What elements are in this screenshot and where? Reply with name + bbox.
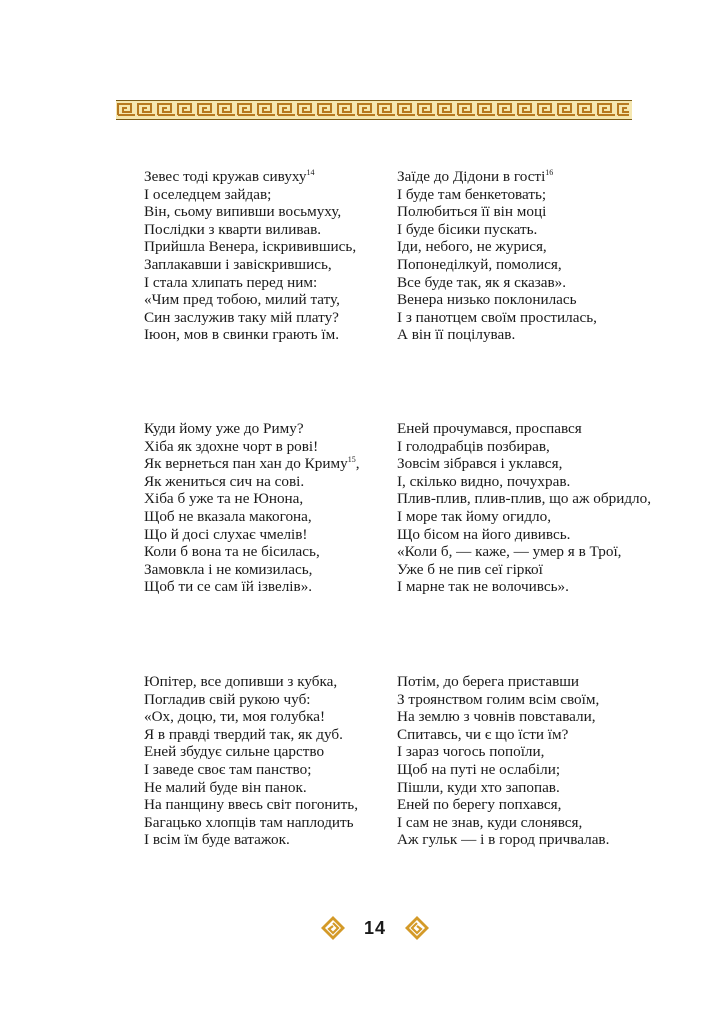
verse-line: Спитавсь, чи є що їсти їм? bbox=[397, 725, 569, 743]
verse-line: На панщину ввесь світ погонить, bbox=[144, 796, 359, 814]
verse-line: Іюон, мов в свинки грають їм. bbox=[144, 326, 340, 344]
verse-line: І буде бісики пускать. bbox=[397, 220, 538, 238]
verse-line: І зараз чогось попоїли, bbox=[397, 743, 545, 761]
verse-line: І всім їм буде ватажок. bbox=[144, 831, 290, 849]
verse-line: Щоб не вказала макогона, bbox=[144, 507, 312, 525]
verse-line: Плив-плив, плив-плив, що аж обридло, bbox=[397, 490, 652, 508]
verse-line: Еней прочумався, проспався bbox=[397, 420, 582, 437]
footnote-marker: 15 bbox=[347, 455, 356, 465]
verse-line: І стала хлипать перед ним: bbox=[144, 273, 318, 291]
verse-line: Коли б вона та не бісилась, bbox=[144, 543, 320, 561]
verse-line: Попонеділкуй, помолися, bbox=[397, 255, 562, 273]
verse-line: Заплакавши і завіскрившись, bbox=[144, 255, 332, 273]
verse-line: Венера низько поклонилась bbox=[397, 291, 577, 309]
verse-line: Щоб на путі не ослабіли; bbox=[397, 760, 561, 778]
greek-key-border bbox=[116, 100, 632, 120]
verse-line: На землю з човнів повставали, bbox=[397, 708, 596, 726]
verse-line: І оселедцем зайдав; bbox=[144, 185, 272, 203]
verse-line: З троянством голим всім своїм, bbox=[397, 690, 600, 708]
verse-line: І, скілько видно, почухрав. bbox=[397, 472, 571, 490]
verse-line: Хіба б уже та не Юнона, bbox=[144, 490, 304, 508]
verse-line: Не малий буде він панок. bbox=[144, 778, 307, 796]
verse-line: Все буде так, як я сказав». bbox=[397, 273, 567, 291]
greek-key-pattern bbox=[116, 101, 629, 118]
footnote-marker: 16 bbox=[545, 168, 554, 177]
verse-line: І марне так не волочивсь». bbox=[397, 578, 569, 596]
verse-line: Куди йому уже до Риму? bbox=[144, 420, 304, 437]
verse-line: Погладив свій рукою чуб: bbox=[144, 690, 311, 708]
stanza-1 bbox=[144, 168, 404, 344]
verse-line: Що й досі слухає чмелів! bbox=[144, 525, 308, 543]
verse-line: А він її поцілував. bbox=[397, 326, 516, 344]
verse-line: І сам не знав, куди слонявся, bbox=[397, 813, 583, 831]
page-footer bbox=[320, 914, 430, 942]
verse-line: Послідки з кварти виливав. bbox=[144, 220, 322, 238]
verse-line: Еней збудує сильне царство bbox=[144, 743, 325, 761]
stanza-6 bbox=[397, 673, 657, 849]
stanza-3 bbox=[144, 420, 404, 596]
verse-line: «Коли б, — каже, — умер я в Трої, bbox=[397, 543, 622, 561]
diamond-spiral-ornament-icon bbox=[404, 915, 430, 941]
stanza-5 bbox=[144, 673, 404, 849]
stanza-2 bbox=[397, 168, 657, 344]
verse-line: Заїде до Дідони в гості$^{16}$ bbox=[397, 168, 554, 185]
stanza-4 bbox=[397, 420, 657, 596]
verse-line: Потім, до берега приставши bbox=[397, 673, 580, 690]
verse-line: Уже б не пив сеї гіркої bbox=[397, 560, 543, 578]
verse-line: Аж гульк — і в город причвалав. bbox=[397, 831, 610, 849]
verse-line: Прийшла Венера, іскривившись, bbox=[144, 238, 357, 256]
verse-line: Пішли, куди хто запопав. bbox=[397, 778, 560, 796]
verse-line: І заведе своє там панство; bbox=[144, 760, 312, 778]
verse-line: Що бісом на його дививсь. bbox=[397, 525, 571, 543]
page-number: 14 bbox=[363, 917, 387, 938]
verse-line: Я в правді твердий так, як дуб. bbox=[144, 725, 343, 743]
verse-line: Юпітер, все допивши з кубка, bbox=[144, 673, 338, 690]
diamond-spiral-ornament-icon bbox=[320, 915, 346, 941]
verse-line: І голодрабців позбирав, bbox=[397, 437, 550, 455]
verse-line: «Чим пред тобою, милий тату, bbox=[144, 291, 340, 309]
verse-line: Еней по берегу попхався, bbox=[397, 796, 562, 814]
verse-line: «Ох, доцю, ти, моя голубка! bbox=[144, 708, 326, 726]
verse-line: Син заслужив таку мій плату? bbox=[144, 308, 339, 326]
verse-line: Щоб ти се сам їй ізвелів». bbox=[144, 578, 313, 596]
verse-line: Він, сьому випивши восьмуху, bbox=[144, 203, 342, 221]
verse-line: Як вернеться пан хан до Криму$^{15}$, bbox=[144, 455, 360, 473]
verse-line: Іди, небого, не журися, bbox=[397, 238, 547, 256]
verse-line: І буде там бенкетовать; bbox=[397, 185, 547, 203]
verse-line: Зовсім зібрався і уклався, bbox=[397, 455, 563, 473]
footnote-marker: 14 bbox=[306, 168, 315, 177]
verse-line: Полюбиться її він моці bbox=[397, 203, 547, 221]
verse-line: Хіба як здохне чорт в рові! bbox=[144, 437, 319, 455]
verse-line: Багацько хлопців там наплодить bbox=[144, 813, 354, 831]
verse-line: Замовкла і не комизилась, bbox=[144, 560, 313, 578]
verse-line: Зевес тоді кружав сивуху$^{14}$ bbox=[144, 168, 315, 185]
verse-line: І з панотцем своїм простилась, bbox=[397, 308, 597, 326]
verse-line: І море так йому огидло, bbox=[397, 507, 552, 525]
verse-line: Як жениться сич на сові. bbox=[144, 472, 305, 490]
